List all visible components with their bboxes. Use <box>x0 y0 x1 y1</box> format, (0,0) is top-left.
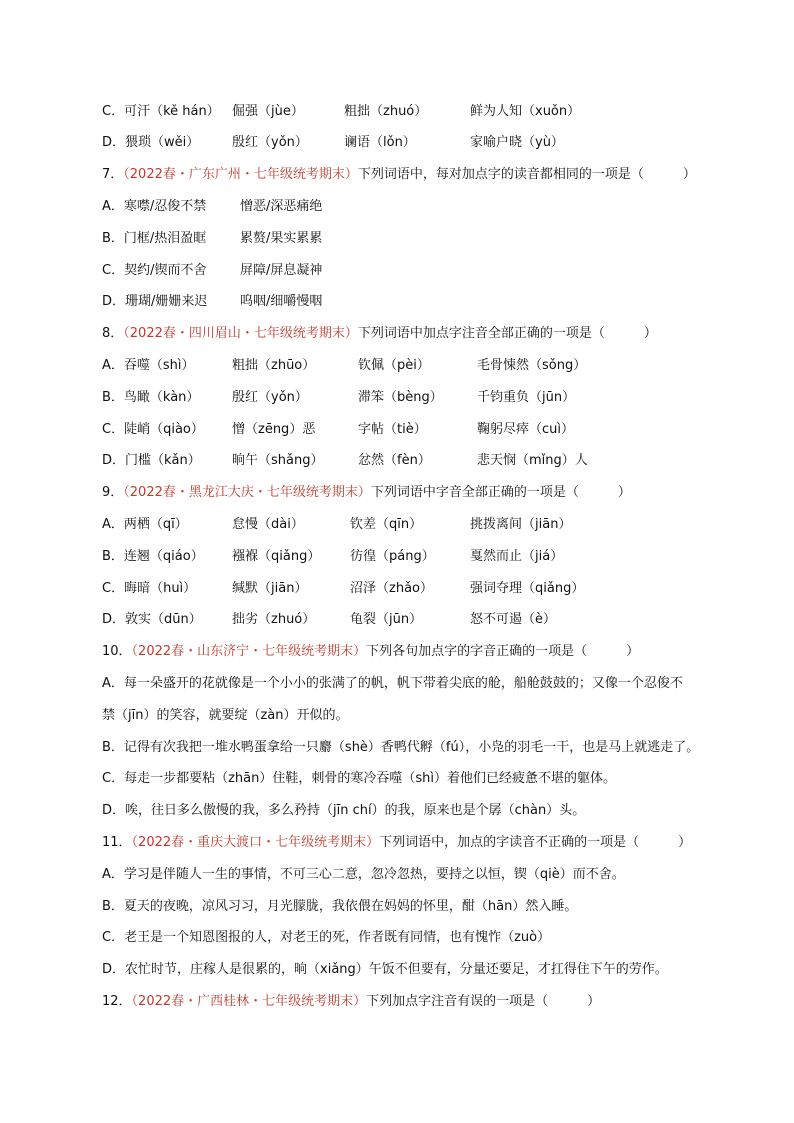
option-word: 怠慢（dài） <box>232 517 304 532</box>
option-word: 千钧重负（jūn） <box>477 390 576 405</box>
q11-option-d: D．农忙时节，庄稼人是很累的，晌（xiǎng）午饭不但要有，分量还要足，才扛得住下午的劳作。 <box>102 962 668 977</box>
question-12 <box>102 993 600 1011</box>
question-source: （2022春・重庆大渡口・七年级统考期末） <box>131 835 380 850</box>
option-word: 悲天悯（mǐng）人 <box>477 453 588 468</box>
option-text: 憎恶/深恶痛绝 <box>240 199 323 214</box>
option-word: 倔强（jùe） <box>232 104 304 119</box>
question-stem: 下列词语中，加点的字读音不正确的一项是（ ） <box>379 835 692 850</box>
option-word: 钦差（qīn） <box>350 517 423 532</box>
option-word: 戛然而止（jiá） <box>470 549 564 564</box>
question-stem: 下列词语中加点字注音全部正确的一项是（ ） <box>357 326 657 341</box>
q11-option-c: C．老王是一个知恩图报的人，对老王的死，作者既有同情，也有愧怍（zuò） <box>102 930 551 945</box>
question-stem: 下列各句加点字的字音正确的一项是（ ） <box>366 644 640 659</box>
question-11 <box>102 834 691 852</box>
q10-option-a-line1: A．每一朵盛开的花就像是一个小小的张满了的帆，帆下带着尖底的舱，船舱鼓鼓的；又像一个忍俊不 <box>102 676 683 691</box>
option-word: 拙劣（zhuó） <box>232 612 316 627</box>
option-word: 沼泽（zhǎo） <box>350 581 433 596</box>
question-stem: 下列加点字注音有误的一项是（ ） <box>366 994 601 1009</box>
option-word: 殷红（yǒn） <box>232 135 308 150</box>
option-word: B．连翘（qiáo） <box>102 549 204 564</box>
option-text: A．寒噤/忍俊不禁 <box>102 199 207 214</box>
option-text: 屏障/屏息凝神 <box>240 263 323 278</box>
option-text: 呜咽/细嚼慢咽 <box>240 294 323 309</box>
question-source: （2022春・山东济宁・七年级统考期末） <box>131 644 367 659</box>
option-word: A．两栖（qī） <box>102 517 188 532</box>
q11-option-b: B．夏天的夜晚，凉风习习，月光朦胧，我依偎在妈妈的怀里，酣（hān）然入睡。 <box>102 899 578 914</box>
option-word: 缄默（jiān） <box>232 581 308 596</box>
option-word: 钦佩（pèi） <box>358 358 430 373</box>
question-10 <box>102 643 639 661</box>
option-word: 粗拙（zhuó） <box>344 104 428 119</box>
option-word: 龟裂（jūn） <box>350 612 423 627</box>
question-number: 12． <box>102 994 132 1009</box>
option-label: D．猥琐（wěi） <box>102 135 200 150</box>
question-number: 10． <box>102 644 132 659</box>
question-number: 7． <box>102 167 124 182</box>
option-word: 字帖（tiè） <box>358 422 427 437</box>
option-text: C．契约/锲而不舍 <box>102 263 207 278</box>
option-word: 襁褓（qiǎng） <box>232 549 321 564</box>
option-word: 滞笨（bèng） <box>358 390 443 405</box>
option-word: 鞠躬尽瘁（cuì） <box>477 422 574 437</box>
option-word: D．门槛（kǎn） <box>102 453 201 468</box>
question-stem: 下列词语中，每对加点字的读音都相同的一项是（ ） <box>357 167 696 182</box>
option-word: 彷徨（páng） <box>350 549 435 564</box>
option-word: 强词夺理（qiǎng） <box>470 581 585 596</box>
option-word: 怒不可遏（è） <box>470 612 556 627</box>
option-word: 家喻户晓（yù） <box>470 135 564 150</box>
option-word: 毛骨悚然（sǒng） <box>477 358 587 373</box>
option-word: 晌午（shǎng） <box>232 453 324 468</box>
option-word: 粗拙（zhūo） <box>232 358 316 373</box>
question-9 <box>102 484 631 502</box>
question-source: （2022春・四川眉山・七年级统考期末） <box>123 326 358 341</box>
option-text: 累赘/果实累累 <box>240 231 323 246</box>
option-word: 憎（zēng）恶 <box>232 422 316 437</box>
question-source: （2022春・广西桂林・七年级统考期末） <box>131 994 367 1009</box>
question-source: （2022春・黑龙江大庆・七年级统考期末） <box>123 485 371 500</box>
option-word: 谰语（lǒn） <box>344 135 416 150</box>
option-word: 挑拨离间（jiān） <box>470 517 572 532</box>
q10-option-b: B．记得有次我把一堆水鸭蛋拿给一只麝（shè）香鸭代孵（fú），小凫的羽毛一干，也是马上就逃走了。 <box>102 740 700 755</box>
option-word: C．陡峭（qiào） <box>102 422 204 437</box>
option-word: 殷红（yǒn） <box>232 390 308 405</box>
question-7 <box>102 166 696 184</box>
q10-option-d: D．唉，往日多么傲慢的我，多么矜持（jīn chí）的我，原来也是个孱（chàn）头。 <box>102 803 586 818</box>
option-word: C．晦暗（huì） <box>102 581 197 596</box>
option-word: D．敦实（dūn） <box>102 612 202 627</box>
option-word: B．鸟瞰（kàn） <box>102 390 200 405</box>
option-label: C．可汗（kě hán） <box>102 104 220 119</box>
question-number: 8． <box>102 326 124 341</box>
question-8 <box>102 325 657 343</box>
option-word: 鲜为人知（xuǒn） <box>470 104 581 119</box>
q10-option-c: C．每走一步都要粘（zhān）住鞋，刺骨的寒冷吞噬（shì）着他们已经疲惫不堪的躯体。 <box>102 771 616 786</box>
option-text: D．珊瑚/姗姗来迟 <box>102 294 208 309</box>
q11-option-a: A．学习是伴随人一生的事情，不可三心二意，忽冷忽热，要持之以恒，锲（qiè）而不舍。 <box>102 867 625 882</box>
option-word: A．吞噬（shì） <box>102 358 195 373</box>
question-number: 11． <box>102 835 132 850</box>
question-stem: 下列词语中字音全部正确的一项是（ ） <box>370 485 631 500</box>
q10-option-a-line2: 禁（jīn）的笑容，就要绽（zàn）开似的。 <box>102 708 349 723</box>
question-source: （2022春・广东广州・七年级统考期末） <box>123 167 358 182</box>
option-text: B．门框/热泪盈眶 <box>102 231 207 246</box>
question-number: 9． <box>102 485 124 500</box>
option-word: 忿然（fèn） <box>358 453 431 468</box>
